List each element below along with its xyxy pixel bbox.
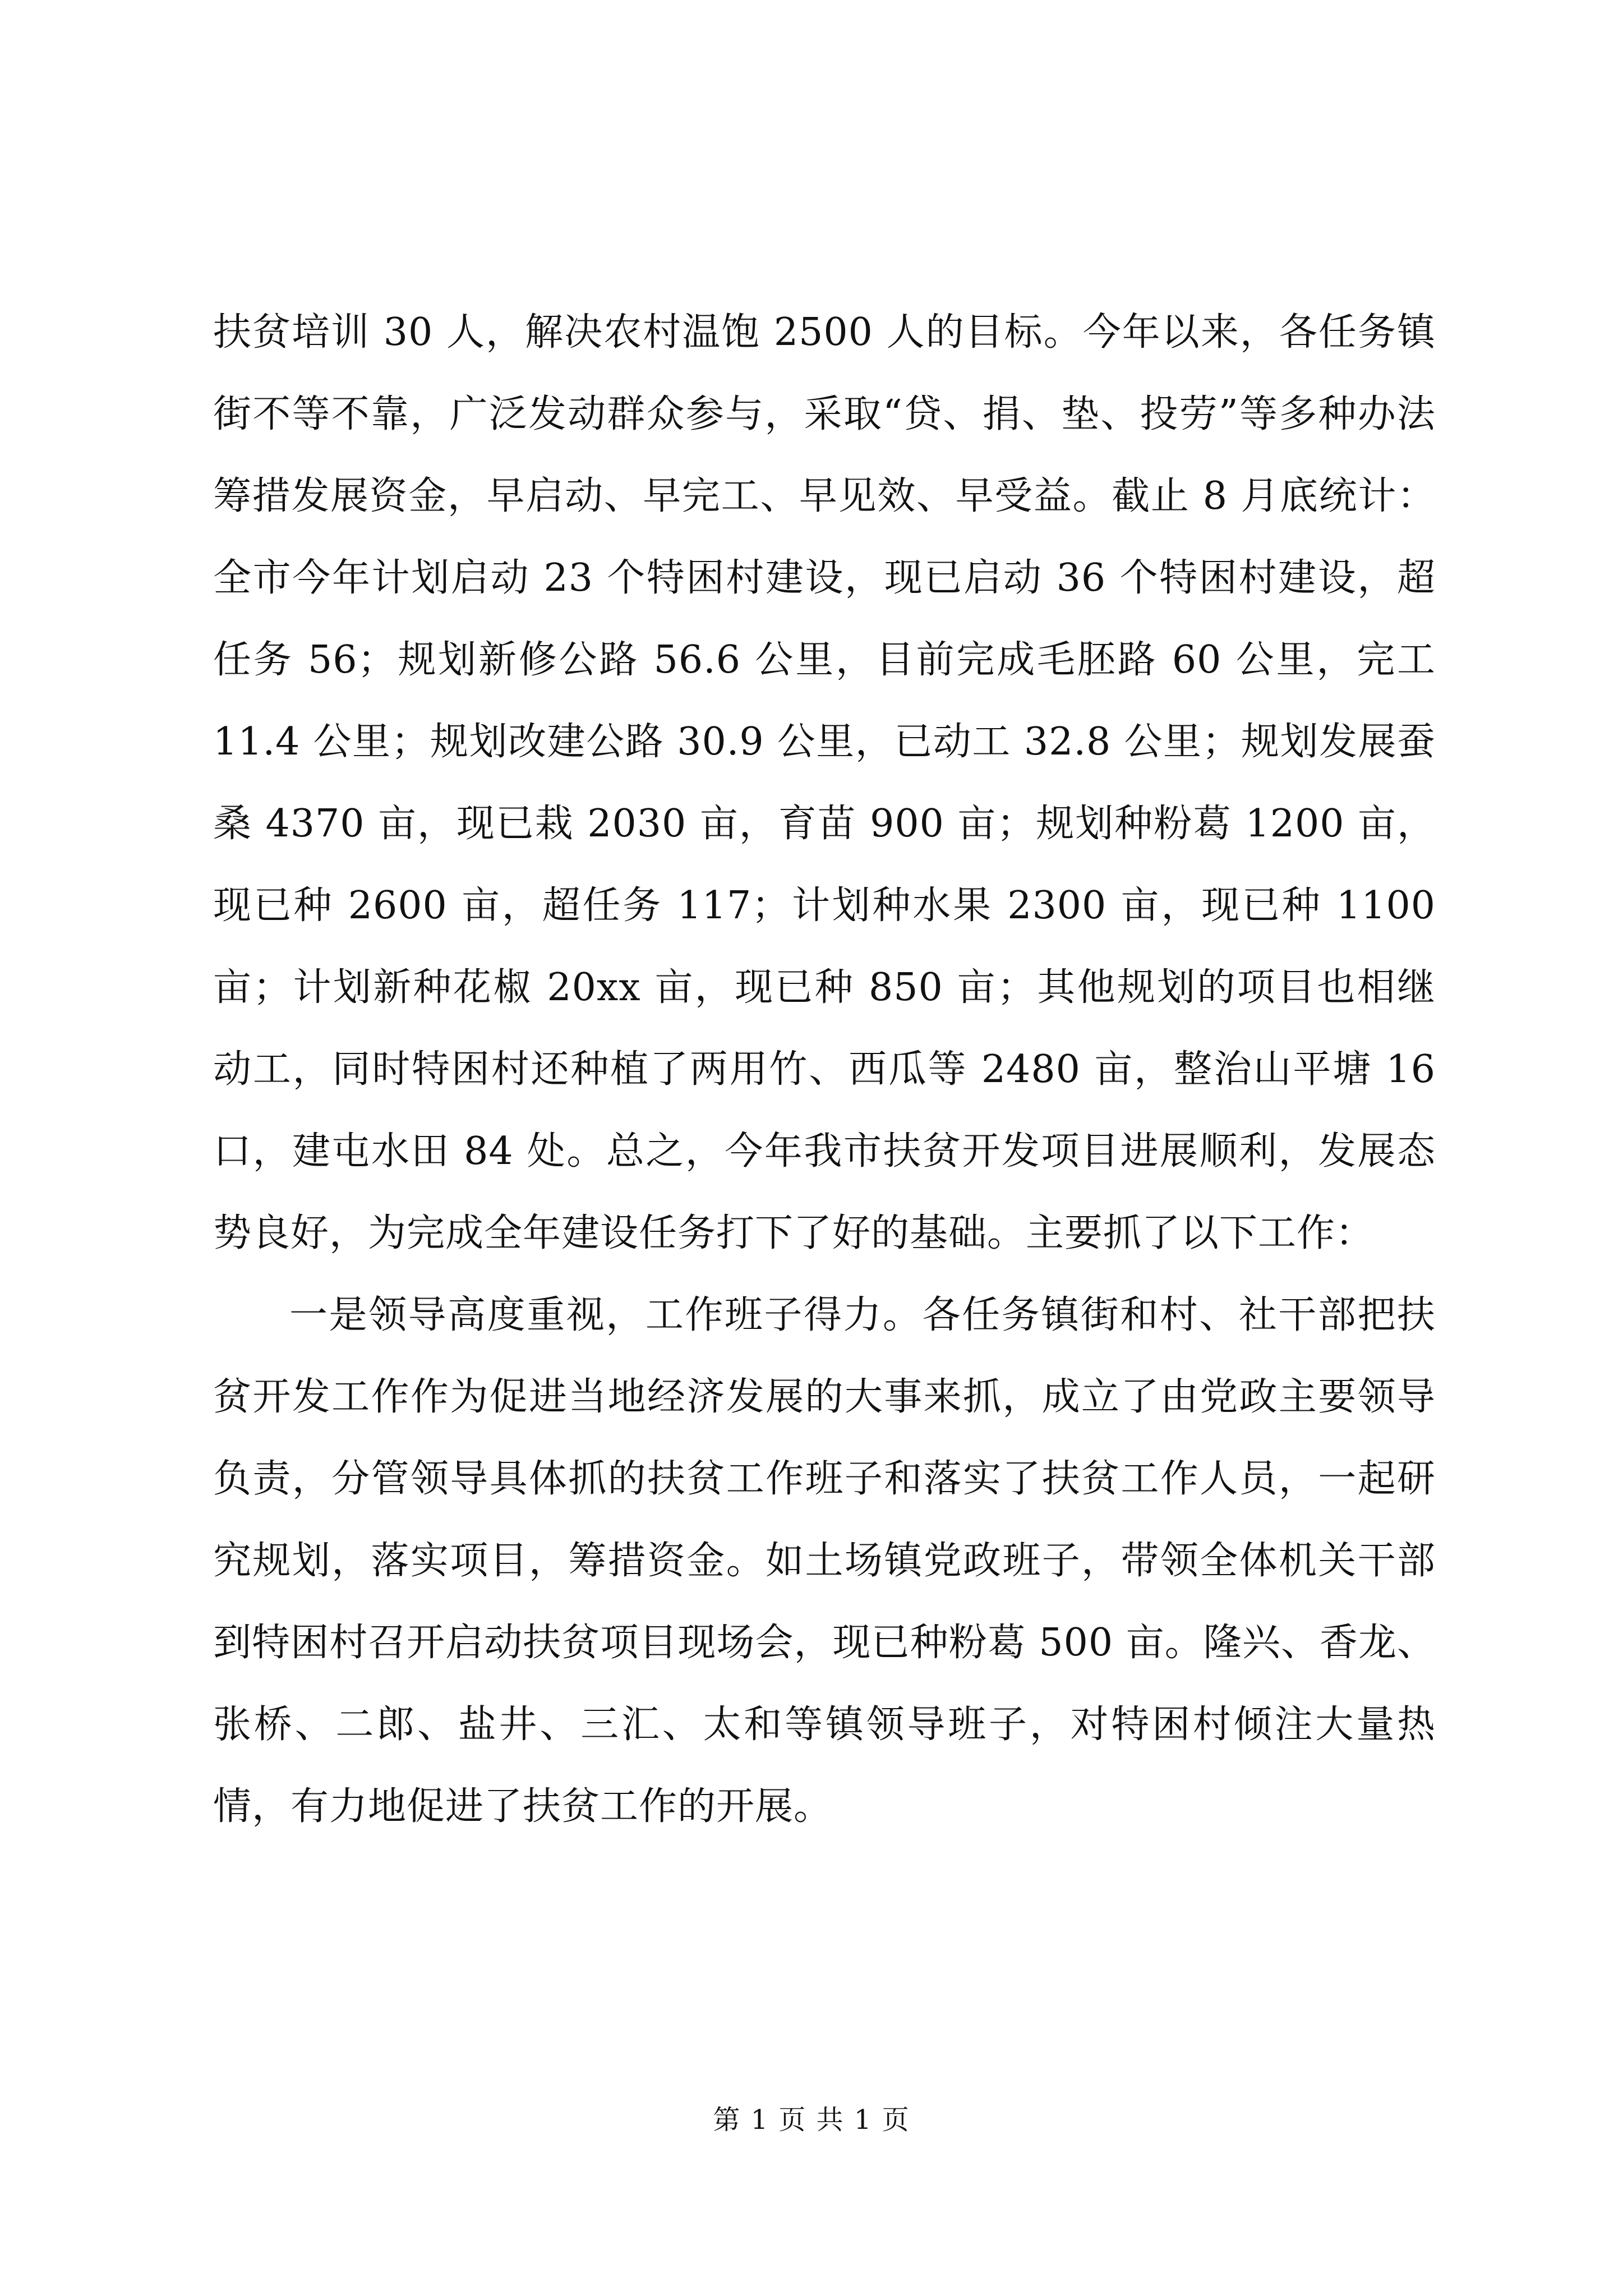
paragraph-1: 扶贫培训 30 人，解决农村温饱 2500 人的目标。今年以来，各任务镇街不等不靠，广泛发动群众参与，采取“贷、捐、垫、投劳”等多种办法筹措发展资金，早启动、早完工、早见效、早受益。截止 8 月底统计：全市今年计划启动 23 个特困村建设，现已启动 36 个特困村建设，超任务 56；规划新修公路 56.6 公里，目前完成毛胚路 60 公里，完工 11.4 公里；规划改建公路 30.9 公里，已动工 32.8 公里；规划发展蚕桑 4370 亩，现已栽 2030 亩，育苗 900 亩；规划种粉葛 1200 亩，现已种 2600 亩，超任务 117；计划种水果 2300 亩，现已种 1100 亩；计划新种花椒 20xx 亩，现已种 850 亩；其他规划的项目也相继动工，同时特困村还种植了两用竹、西瓜等 2480 亩，整治山平塘 16 口，建屯水田 84 处。总之，今年我市扶贫开发项目进展顺利，发展态势良好，为完成全年建设任务打下了好的基础。主要抓了以下工作： [213,310,1436,1255]
document-body [213,292,1436,1848]
page-footer: 第 1 页 共 1 页 [713,2104,910,2136]
paragraph-2: 一是领导高度重视，工作班子得力。各任务镇街和村、社干部把扶贫开发工作作为促进当地经济发展的大事来抓，成立了由党政主要领导负责，分管领导具体抓的扶贫工作班子和落实了扶贫工作人员，一起研究规划，落实项目，筹措资金。如土场镇党政班子，带领全体机关干部到特困村召开启动扶贫项目现场会，现已种粉葛 500 亩。隆兴、香龙、张桥、二郎、盐井、三汇、太和等镇领导班子，对特困村倾注大量热情，有力地促进了扶贫工作的开展。 [213,1293,1436,1829]
